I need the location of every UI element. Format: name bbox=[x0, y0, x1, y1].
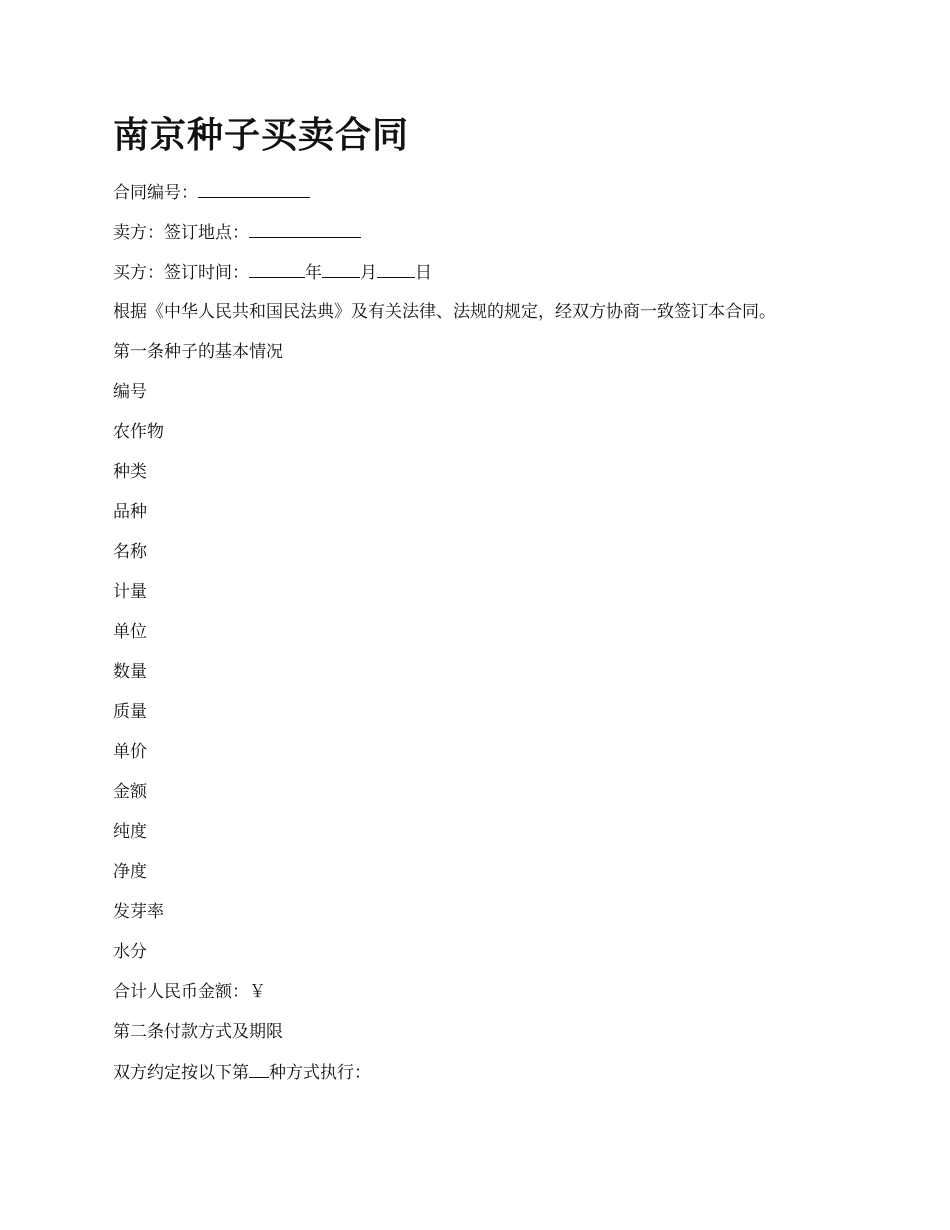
year-label: 年 bbox=[305, 263, 322, 283]
field-item: 单位 bbox=[113, 622, 147, 642]
field-item: 净度 bbox=[113, 862, 147, 882]
payment-method-line bbox=[113, 1062, 893, 1082]
payment-option-blank bbox=[249, 1062, 269, 1078]
field-item: 质量 bbox=[113, 702, 147, 722]
field-item: 编号 bbox=[113, 382, 147, 402]
field-item: 品种 bbox=[113, 502, 147, 522]
contract-number-label: 合同编号： bbox=[113, 183, 198, 203]
field-item: 发芽率 bbox=[113, 902, 164, 922]
year-blank bbox=[249, 262, 305, 278]
field-item: 单价 bbox=[113, 742, 147, 762]
field-item: 种类 bbox=[113, 462, 147, 482]
buyer-line bbox=[113, 262, 893, 282]
contract-number-line bbox=[113, 182, 893, 202]
field-item: 名称 bbox=[113, 542, 147, 562]
article-2-heading: 第二条付款方式及期限 bbox=[113, 1022, 283, 1042]
day-label: 日 bbox=[415, 263, 432, 283]
payment-suffix: 种方式执行： bbox=[269, 1063, 371, 1083]
buyer-time-label: 买方：签订时间： bbox=[113, 263, 249, 283]
page-title: 南京种子买卖合同 bbox=[113, 115, 410, 156]
day-blank bbox=[377, 262, 415, 278]
contract-number-blank bbox=[198, 182, 310, 198]
field-item: 农作物 bbox=[113, 422, 164, 442]
field-item: 纯度 bbox=[113, 822, 147, 842]
seller-place-label: 卖方：签订地点： bbox=[113, 223, 249, 243]
intro-paragraph: 根据《中华人民共和国民法典》及有关法律、法规的规定，经双方协商一致签订本合同。 bbox=[113, 302, 776, 322]
article-1-heading: 第一条种子的基本情况 bbox=[113, 342, 283, 362]
contract-body bbox=[113, 182, 893, 1082]
field-list bbox=[113, 382, 893, 962]
field-item: 水分 bbox=[113, 942, 147, 962]
month-blank bbox=[322, 262, 360, 278]
seller-line bbox=[113, 222, 893, 242]
field-item: 金额 bbox=[113, 782, 147, 802]
field-item: 计量 bbox=[113, 582, 147, 602]
total-amount-line: 合计人民币金额：￥ bbox=[113, 982, 266, 1002]
month-label: 月 bbox=[360, 263, 377, 283]
payment-prefix: 双方约定按以下第 bbox=[113, 1063, 249, 1083]
contract-page bbox=[113, 112, 893, 1102]
signing-place-blank bbox=[249, 222, 361, 238]
field-item: 数量 bbox=[113, 662, 147, 682]
